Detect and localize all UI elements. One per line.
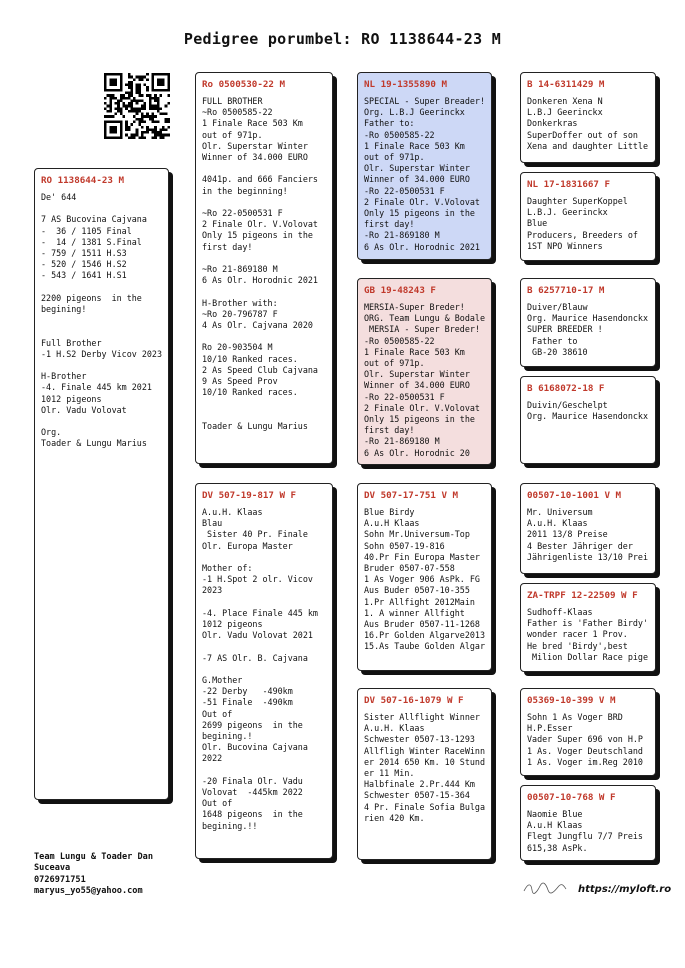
note-line: Ro 20-903504 M [202,342,273,353]
note-line: rien 420 Km. [364,812,425,823]
note-line: Flegt Jungflu 7/7 Preis [527,831,643,842]
note-line: 1012 pigeons [202,619,263,629]
ring-number: 00507-10-1001 V M [527,490,622,501]
note-line: 4 Bester Jähriger der [527,540,633,551]
note-line: Milion Dollar Race pige [527,651,649,662]
note-line: 1 Finale Race 503 Km [202,118,303,129]
note-line: Olr. Bucovina Cajvana [202,742,308,753]
note-line: Full Brother [41,337,102,348]
pigeon-notes [527,302,649,358]
note-line: Aus Bruder 0507-11-1268 [364,619,480,630]
note-line: 2 Finale Olr. V.Volovat [202,219,318,230]
pigeon-notes [364,712,485,824]
note-line [202,664,326,675]
note-line: -1 H.S2 Derby Vicov 2023 [41,348,163,359]
note-line: Sohn 1 As Voger BRD [527,712,623,722]
note-line: - 759 / 1511 H.S3 [41,248,127,258]
ring-number: ZA-TRPF 12-22509 W F [527,590,638,601]
note-line: H.P.Esser [527,723,573,734]
ring-number: RO 1138644-23 M [41,175,124,186]
note-line: Toader & Lungu Marius [202,420,308,431]
note-line: 2 Finale Olr. V.Volovat [364,402,480,413]
note-line: 1ST NPO Winners [527,240,603,251]
note-line: Sohn 0507-19-816 [364,540,445,551]
ring-number: NL 19-1355890 M [364,79,447,90]
ring-number: DV 507-17-751 V M [364,490,459,501]
note-line: Org. Maurice Hasendonckx [527,313,649,324]
pedigree-card-dam-sire [357,483,492,671]
note-line: Producers, Breeders of [527,229,638,240]
note-line: Winner of 34.000 EURO [364,174,470,185]
page-title: Pedigree porumbel: RO 1138644-23 M [183,30,502,48]
note-line: begining! [41,304,87,314]
note-line: Only 15 pigeons in the [202,230,313,241]
note-line: Winner of 34.000 EURO [202,152,308,163]
note-line: FULL BROTHER [202,96,263,106]
note-line: out of 971p. [202,129,263,140]
note-line: Blau [202,518,223,529]
note-line: SuperDoffer out of son [527,129,638,140]
pedigree-card-sire-dam [357,278,492,465]
pedigree-card-sdd [520,376,656,464]
note-line: Olr. Vadu Volovat [41,404,127,415]
note-line: Org. L.B.J Geerinckx [364,107,465,118]
pedigree-card-dam [195,483,333,859]
note-line: 1 As. Voger im.Reg 2010 [527,756,643,767]
note-line: A.u.H. Klaas [364,723,425,734]
note-line: 615,38 AsPk. [527,842,588,853]
note-line: -4. Finale 445 km 2021 [41,382,152,393]
note-line: 2 As Speed Club Cajvana [202,364,318,375]
note-line: 1648 pigeons in the [202,809,303,820]
note-line [202,163,326,174]
ring-number: 05369-10-399 V M [527,695,616,706]
note-line: 1 As Voger 906 AsPk. FG [364,574,480,585]
note-line: Allfligh Winter RaceWinn [364,745,486,756]
note-line: Jährigenliste 13/10 Prei [527,551,649,562]
note-line: Volovat -445km 2022 [202,787,303,797]
note-line: Only 15 pigeons in the [364,208,475,219]
note-line: Olr. Europa Master [202,540,293,551]
note-line: L.B.J Geerinckx [527,107,603,118]
note-line: 1 Finale Race 503 Km [364,140,465,151]
note-line: -20 Finala Olr. Vadu [202,775,303,786]
note-line: Donkeren Xena N [527,96,603,106]
ring-number: B 14-6311429 M [527,79,605,90]
note-line: Olr. Superstar Winter [364,163,470,174]
note-line: He bred 'Birdy',best [527,640,628,651]
pedigree-card-dam-dam [357,688,492,860]
note-line: 1.Pr Allfight 2012Main [364,596,475,607]
ring-number: DV 507-16-1079 W F [364,695,464,706]
contact-line: Suceava [34,863,71,874]
note-line: out of 971p. [364,152,425,163]
note-line: 4 Pr. Finale Sofia Bulga [364,801,486,812]
note-line: 15.As Taube Golden Algar [364,641,486,652]
note-line [41,282,162,293]
note-line: Org. [41,427,62,438]
note-line: H-Brother with: [202,297,278,308]
note-line: -Ro 0500585-22 [364,335,435,346]
pigeon-notes [527,712,649,768]
pigeon-notes [527,400,649,422]
note-line: 9 As Speed Prov [202,376,278,386]
note-line: MERSIA-Super Breder! [364,302,465,312]
note-line: A.u.H Klaas [527,820,583,831]
note-line: ~Ro 0500585-22 [202,107,273,118]
pigeon-notes [527,96,649,152]
ring-number: B 6168072-18 F [527,383,605,394]
note-line: A.u.H. Klaas [527,518,588,529]
note-line: Olr. Superstar Winter [202,140,308,151]
note-line: 2200 pigeons in the [41,292,142,303]
note-line: wonder racer 1 Prov. [527,629,628,640]
pigeon-notes [527,607,649,663]
note-line: Schwester 0507-13-1293 [364,734,475,745]
note-line: Duiver/Blauw [527,302,588,312]
ring-number: DV 507-19-817 W F [202,490,297,501]
note-line [41,315,162,326]
note-line [202,286,326,297]
note-line: -22 Derby -490km [202,686,293,697]
note-line: -Ro 21-869180 M [364,436,440,447]
pigeon-notes [41,192,162,450]
pigeon-notes [202,96,326,432]
signature-icon [522,880,568,896]
ring-number: Ro 0500530-22 M [202,79,285,90]
note-line: -4. Place Finale 445 km [202,607,318,618]
note-line: ~Ro 21-869180 M [202,264,278,274]
note-line: De' 644 [41,192,77,202]
note-line: Out of [202,798,233,809]
note-line: first day! [202,241,253,252]
pedigree-card-sire-sire [357,72,492,260]
pedigree-card-dds [520,688,656,776]
note-line: MERSIA - Super Breder! [364,324,480,335]
note-line [202,197,326,208]
pigeon-notes [364,507,485,653]
note-line: Sudhoff-Klaas [527,607,593,617]
note-line: 16.Pr Golden Algarve2013 [364,630,486,641]
note-line: Winner of 34.000 EURO [364,380,470,391]
note-line: -51 Finale -490km [202,697,293,708]
note-line: Olr. Superstar Winter [364,369,470,380]
note-line: 1 Finale Race 503 Km [364,346,465,357]
pedigree-card-ssd [520,172,656,261]
pigeon-notes [202,507,326,832]
note-line: GB-20 38610 [527,346,588,357]
note-line: -1 H.Spot 2 olr. Vicov [202,574,313,585]
note-line: in the beginning! [202,185,288,196]
note-line: Daughter SuperKoppel [527,196,628,206]
note-line [202,641,326,652]
note-line [202,398,326,409]
note-line: -Ro 0500585-22 [364,129,435,140]
note-line [202,765,326,776]
pedigree-card-dss [520,483,656,574]
note-line: 4 As Olr. Cajvana 2020 [202,320,313,330]
note-line: er 2014 650 Km. 10 Stund [364,756,486,767]
note-line: Xena and daughter Little [527,140,649,151]
note-line: 1012 pigeons [41,393,102,404]
pigeon-notes [527,809,649,854]
website-link[interactable]: https://myloft.ro [578,884,672,895]
note-line: 2011 13/8 Preise [527,529,608,540]
note-line: -Ro 22-0500531 F [364,185,445,196]
note-line: H-Brother [41,371,87,382]
note-line: - 14 / 1381 S.Final [41,236,142,247]
pedigree-card-ddd [520,785,656,861]
note-line: SUPER BREEDER ! [527,324,603,335]
note-line: begining.! [202,731,253,741]
note-line: out of 971p. [364,358,425,369]
pedigree-card-sds [520,278,656,367]
note-line: 2022 [202,753,223,764]
note-line: Out of [202,708,233,719]
note-line: 6 As Olr. Horodnic 20 [364,447,470,458]
note-line [202,552,326,563]
contact-line: maryus_yo55@yahoo.com [34,886,143,897]
note-line: 1 As. Voger Deutschland [527,745,643,756]
note-line: ~Ro 20-796787 F [202,308,278,319]
note-line: Sohn Mr.Universum-Top [364,529,470,540]
note-line [202,597,326,608]
ring-number: 00507-10-768 W F [527,792,616,803]
pigeon-notes [364,96,485,253]
note-line: Vader Super 696 von H.P [527,734,643,745]
note-line: Sister 40 Pr. Finale [202,529,308,540]
note-line: Father is 'Father Birdy' [527,618,649,629]
note-line: Bruder 0507-07-558 [364,563,455,574]
note-line: Schwester 0507-15-364 [364,790,470,801]
note-line: Blue [527,218,548,229]
contact-line: 0726971751 [34,874,86,885]
pedigree-card-subject [34,168,169,800]
note-line: -7 AS Olr. B. Cajvana [202,652,308,663]
note-line: 4041p. and 666 Fanciers [202,174,318,185]
note-line: Only 15 pigeons in the [364,414,475,425]
note-line: Father to [527,335,578,346]
pedigree-card-sire [195,72,333,464]
pedigree-card-dsd [520,583,656,672]
note-line: -Ro 22-0500531 F [364,391,445,402]
note-line: Halbfinale 2.Pr.444 Km [364,779,475,790]
pedigree-card-sss [520,72,656,163]
note-line: first day! [364,219,415,230]
note-line [202,410,326,421]
note-line: SPECIAL - Super Breader! [364,96,486,106]
note-line: Mother of: [202,563,253,573]
note-line: Olr. Vadu Volovat 2021 [202,630,313,641]
note-line: 1. A winner Allfight [364,607,465,618]
note-line: Org. Maurice Hasendonckx [527,411,649,422]
note-line: ORG. Team Lungu & Bodale [364,313,486,324]
note-line: 2023 [202,585,223,596]
note-line: 6 As Olr. Horodnic 2021 [364,241,480,252]
note-line: 7 AS Bucovina Cajvana [41,214,147,225]
note-line: - 36 / 1105 Final [41,225,132,236]
pigeon-notes [527,507,649,563]
note-line: Duivin/Geschelpt [527,400,608,410]
note-line: 10/10 Ranked races. [202,353,298,364]
ring-number: B 6257710-17 M [527,285,605,296]
note-line: Father to: [364,118,415,129]
pigeon-notes [527,196,649,252]
note-line [41,203,162,214]
note-line: Blue Birdy [364,507,415,517]
note-line [202,253,326,264]
note-line: -Ro 21-869180 M [364,230,440,241]
note-line: first day! [364,425,415,436]
note-line [41,360,162,371]
note-line: Aus Buder 0507-10-355 [364,585,470,596]
note-line [41,326,162,337]
note-line: 2 Finale Olr. V.Volovat [364,196,480,207]
note-line: Naomie Blue [527,809,583,819]
note-line [41,416,162,427]
note-line: Toader & Lungu Marius [41,438,147,449]
note-line [202,331,326,342]
note-line: er 11 Min. [364,768,415,779]
note-line: Mr. Universum [527,507,593,517]
pigeon-notes [364,302,485,459]
note-line: 2699 pigeons in the [202,719,303,730]
contact-line: Team Lungu & Toader Dan [34,852,153,862]
note-line: L.B.J. Geerinckx [527,207,608,218]
note-line: ~Ro 22-0500531 F [202,208,283,218]
note-line: Sister Allflight Winner [364,712,480,722]
note-line: A.u.H Klaas [364,518,420,529]
note-line: begining.!! [202,820,258,831]
note-line: - 543 / 1641 H.S1 [41,270,127,281]
note-line: G.Mother [202,674,243,685]
qr-code-icon [104,73,170,139]
breeder-contact [34,852,153,898]
note-line: A.u.H. Klaas [202,507,263,517]
ring-number: GB 19-48243 F [364,285,436,296]
note-line: Donkerkras [527,118,578,129]
note-line: - 520 / 1546 H.S2 [41,259,127,270]
note-line: 6 As Olr. Horodnic 2021 [202,275,318,286]
note-line: 10/10 Ranked races. [202,387,298,398]
ring-number: NL 17-1831667 F [527,179,610,190]
note-line: 40.Pr Fin Europa Master [364,551,480,562]
